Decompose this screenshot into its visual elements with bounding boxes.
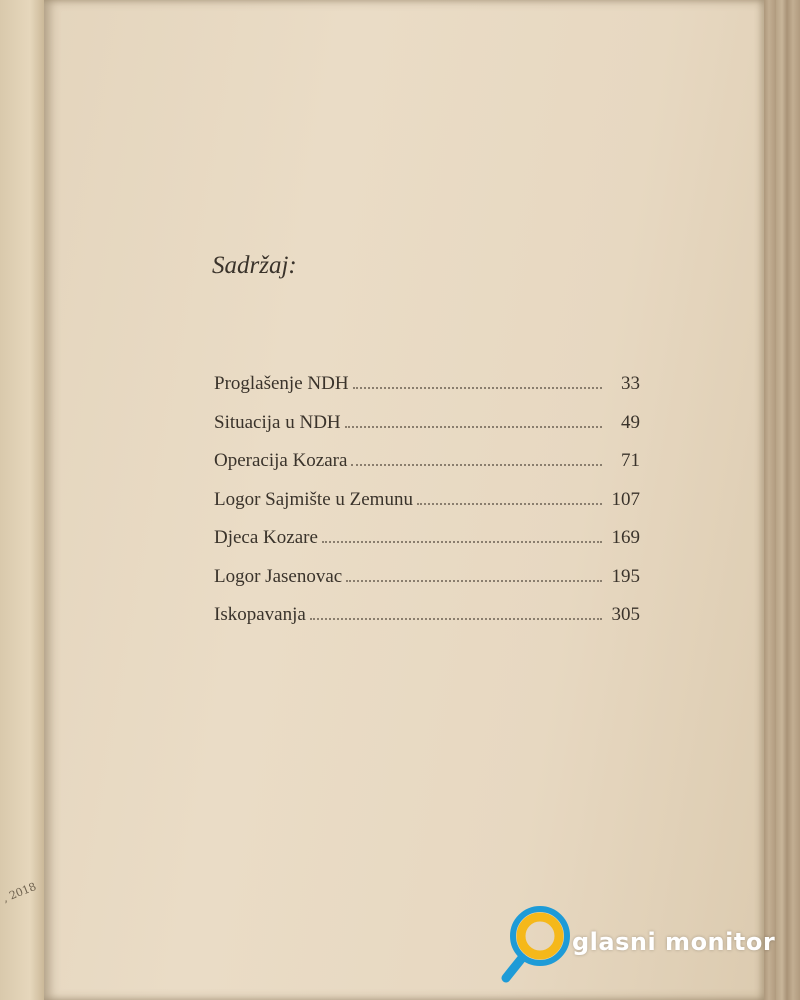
toc-entry-title: Logor Sajmište u Zemunu [214,488,413,510]
toc-entry-title: Djeca Kozare [214,527,318,548]
toc-leader-dots [345,426,602,428]
toc-entry [214,489,640,528]
toc-entry [214,527,640,566]
toc-entry-page: 33 [621,373,640,394]
watermark-text: glasni monitor [572,928,776,956]
toc-leader-dots [322,541,602,543]
toc-entry-title: Situacija u NDH [214,411,341,433]
table-of-contents [214,373,640,643]
watermark-logo [498,898,798,988]
toc-leader-dots [346,580,602,582]
toc-entry [214,566,640,605]
toc-leader-dots [417,503,602,505]
toc-entry-page: 49 [621,411,640,433]
toc-entry-page: 195 [611,565,640,587]
toc-entry [214,412,640,451]
toc-leader-dots [353,387,602,389]
toc-entry [214,373,640,412]
toc-entry [214,604,640,643]
toc-entry-page: 71 [621,450,640,471]
contents-heading: Sadržaj: [212,252,297,279]
toc-entry [214,450,640,489]
left-page-text-fragment: , 2018 [0,879,39,906]
toc-leader-dots [351,464,602,466]
toc-entry-title: Iskopavanja [214,604,306,625]
toc-entry-page: 305 [611,604,640,625]
toc-entry-page: 169 [611,527,640,548]
toc-entry-title: Operacija Kozara [214,450,348,471]
toc-entry-title: Proglašenje NDH [214,373,349,394]
left-page-edge [0,0,48,1000]
toc-leader-dots [310,618,602,620]
toc-entry-page: 107 [611,488,640,510]
toc-entry-title: Logor Jasenovac [214,565,343,587]
book-page [44,0,764,1000]
